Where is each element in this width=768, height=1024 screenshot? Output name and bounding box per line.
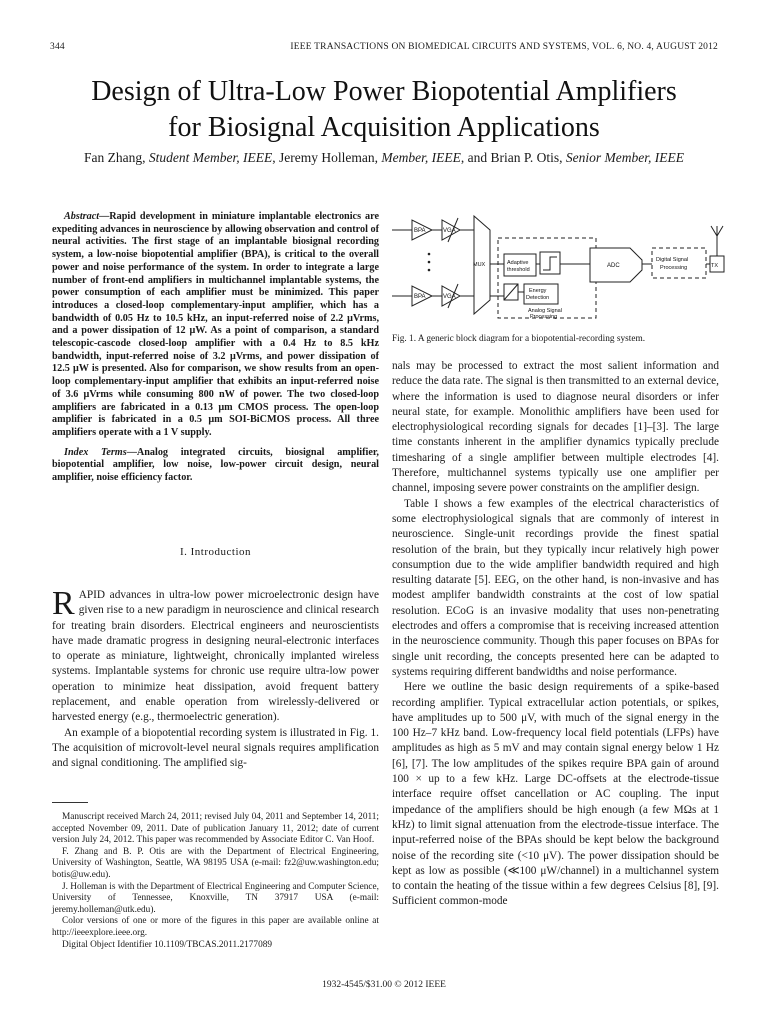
author-role: Senior Member, IEEE bbox=[565, 150, 684, 165]
footnote-received: Manuscript received March 24, 2011; revised July 04, 2011 and September 14, 2011; accepted November 09, 2011. Date of publication January 11, 2012; date of current version July 24, 2012. This paper was recommended by Associate Editor C. Van Hoof. bbox=[52, 812, 379, 846]
body-paragraph-3: Here we outline the basic design requirements of a spike-based recording amplifier. Typical extracellular action potentials, or spikes, have amplitudes up to 500 μV, with much of the signal energy in the 100 Hz–7 kHz band. Low-frequency local field potentials (LFPs) have amplitudes as high as 5 mV and may contain signal energy below 1 Hz [6], [7]. The low amplitudes of the spikes require BPA gain of around 100 × up to a few kHz. Large DC-offsets at the electrode-tissue interface require offset cancellation or AC coupling. The input impedance of the amplifiers should be high enough (a few MΩs at 1 kHz) to limit signal attenuation from the electrode-tissue interface. The input-referred noise of the BPAs should be kept below the background noise of the recording site (<10 μV). The power dissipation should be kept as low as possible (≪100 μW/channel) in a multichannel system to contain the heating of the tissue within a few degrees Celsius [8], [9]. Sufficient common-mode bbox=[392, 681, 719, 908]
intro-paragraph-1-text: APID advances in ultra-low power microelectronic design have given rise to a new paradigm in neuroscience and clinical research for treating brain disorders. Electrical engineers and neuroscientists have made dramatic progress in designing neural-electronic interfaces to operate as miniature, lightweight, chronically implanted wireless systems. Implantable systems for chronic use require ultra-low power operation to minimize heat dissipation, avoid frequent battery replacement, and enable operation from wirelessly-delivered or harvested energy (e.g., thermoelectric generation). bbox=[52, 589, 379, 724]
author-name: Fan Zhang, bbox=[84, 150, 149, 165]
author-name: Brian P. Otis, bbox=[490, 150, 566, 165]
running-header: IEEE TRANSACTIONS ON BIOMEDICAL CIRCUITS AND SYSTEMS, VOL. 6, NO. 4, AUGUST 2012 bbox=[290, 42, 718, 52]
energy-detection-label-2: Detection bbox=[526, 295, 550, 301]
footnotes bbox=[52, 812, 379, 951]
energy-detection-label-1: Energy bbox=[529, 288, 547, 294]
index-terms bbox=[52, 447, 379, 485]
adc-label: ADC bbox=[607, 263, 620, 269]
paper-title-line-1: Design of Ultra-Low Power Biopotential Amplifiers bbox=[91, 76, 677, 107]
tx-label: TX bbox=[711, 263, 719, 269]
copyright-footer: 1932-4545/$31.00 © 2012 IEEE bbox=[322, 980, 446, 990]
figure-1-block-diagram bbox=[390, 212, 730, 330]
body-paragraph-2: Table I shows a few examples of the electrical characteristics of some electrophysiological signals that are commonly of interest in neuroscience. Single-unit recordings provide the finest spatial resolution of the brain, but they typically incur relatively high power consumption due to the wide amplifier bandwidth required and high resulting datarate [5]. EEG, on the other hand, is non-invasive and has modest amplifer bandwidth constraints at the cost of low spatial resolution. ECoG is an invasive modality that uses non-penetrating electrodes and offers a compromise that is receiving increased attention in the neuroscience community. Though this paper focuses on BPAs for single unit recording, the concepts presented here can be adapted to systems requiring different bandwidths and noise performance. bbox=[392, 497, 719, 678]
introduction-body bbox=[52, 585, 379, 772]
author-role: Student Member, IEEE bbox=[148, 150, 273, 165]
section-heading: I. Introduction bbox=[179, 546, 252, 558]
footnote-rule bbox=[52, 802, 88, 803]
author-role: Member, IEEE bbox=[381, 150, 461, 165]
analog-processing-box bbox=[498, 238, 596, 318]
footnote-affiliation-2: J. Holleman is with the Department of Electrical Engineering and Computer Science, University of Tennessee, Knoxville, TN 37917 USA (e-mail: jeremy.holleman@utk.edu). bbox=[52, 881, 379, 915]
bpa-label-bottom: BPA bbox=[414, 294, 426, 300]
analog-processing-label-1: Analog Signal bbox=[528, 308, 562, 314]
intro-paragraph-1 bbox=[52, 585, 379, 726]
digital-processing-label-2: Processing bbox=[660, 265, 688, 271]
intro-paragraph-2: An example of a biopotential recording system is illustrated in Fig. 1. The acquisition of microvolt-level neural signals requires amplification and signal conditioning. The amplified sig- bbox=[52, 726, 379, 770]
analog-processing-label-2: Processing bbox=[530, 314, 558, 320]
vga-label-top: VGA bbox=[443, 228, 456, 234]
author-list bbox=[0, 150, 768, 166]
paper-title-line-2: for Biosignal Acquisition Applications bbox=[168, 112, 600, 143]
adaptive-threshold-label-2: threshold bbox=[507, 267, 530, 273]
drop-cap: R bbox=[52, 585, 75, 622]
index-terms-body: —Analog integrated circuits, biosignal amplifier, biopotential amplifier, low noise, low-power circuit design, neural amplifier, noise efficiency factor. bbox=[52, 446, 379, 484]
author-separator: , and bbox=[460, 150, 491, 165]
abstract bbox=[52, 211, 379, 440]
author-separator: , bbox=[272, 150, 279, 165]
bpa-label-top: BPA bbox=[414, 228, 426, 234]
abstract-body: —Rapid development in miniature implantable electronics are expediting advances in neuroscience by allowing observation and control of neural activities. The first stage of an implantable biosignal recording system, a low-noise biopotential amplifier (BPA), is critical to the overall power and noise performance of the system. In order to integrate a large number of front-end amplifiers in multichannel implantable systems, the power consumption of each amplifier must be minimized. This paper introduces a closed-loop complementary-input amplifier, which has a bandwidth of 0.05 Hz to 10.5 kHz, an input-referred noise of 2.2 μVrms, and a power dissipation of 12 μW. As a point of comparison, a standard telescopic-cascode closed-loop amplifier with a 0.4 Hz to 8.5 kHz bandwidth, input-referred noise of 3.2 μVrms, and power dissipation of 12.5 μW is presented. Also for comparison, we show results from an open-loop complementary-input amplifier that exhibits an input-referred noise of 3.6 μVrms while consuming 800 nW of power. The two closed-loop amplifiers are fabricated in a 0.13 μm CMOS process. The open-loop amplifier is fabricated in a 0.5 μm SOI-BiCMOS process. All three amplifiers operate with a 1 V supply. bbox=[52, 211, 379, 438]
page-number: 344 bbox=[50, 42, 65, 52]
body-paragraph-1: nals may be processed to extract the most salient information and reduce the data rate. The signal is then transmitted to an external device, where the information is used to diagnose neural disorders or infer neural state, for example. Monolithic amplifiers have been used for electrophysiological recording signals for decades [1]–[3]. The large time constants inherent in the amplifier dynamics typically preclude timesharing of a single amplifier between multiple electrodes [4]. Therefore, multichannel systems typically use one amplifier per channel, imposing severe power constraints on the amplifier design. bbox=[392, 360, 719, 495]
footnote-doi: Digital Object Identifier 10.1109/TBCAS.2011.2177089 bbox=[62, 939, 273, 950]
digital-processing-box bbox=[652, 248, 706, 278]
vga-label-bottom: VGA bbox=[443, 294, 456, 300]
figure-1-caption: Fig. 1. A generic block diagram for a biopotential-recording system. bbox=[392, 334, 646, 344]
mux-label: MUX bbox=[473, 262, 486, 268]
footnote-color: Color versions of one or more of the figures in this paper are available online at http://ieeexplore.ieee.org. bbox=[52, 916, 379, 938]
index-terms-label: Index Terms bbox=[64, 446, 127, 458]
abstract-label: Abstract bbox=[64, 211, 100, 222]
author-name: Jeremy Holleman, bbox=[279, 150, 382, 165]
right-column-body bbox=[392, 359, 719, 910]
adaptive-threshold-label-1: Adaptive bbox=[507, 260, 529, 266]
left-column bbox=[52, 211, 379, 485]
footnote-affiliation-1: F. Zhang and B. P. Otis are with the Department of Electrical Engineering, University of Washington, Seattle, WA 98195 USA (e-mail: fz2@uw.washington.edu; botis@uw.edu). bbox=[52, 846, 379, 880]
digital-processing-label-1: Digital Signal bbox=[656, 257, 689, 263]
